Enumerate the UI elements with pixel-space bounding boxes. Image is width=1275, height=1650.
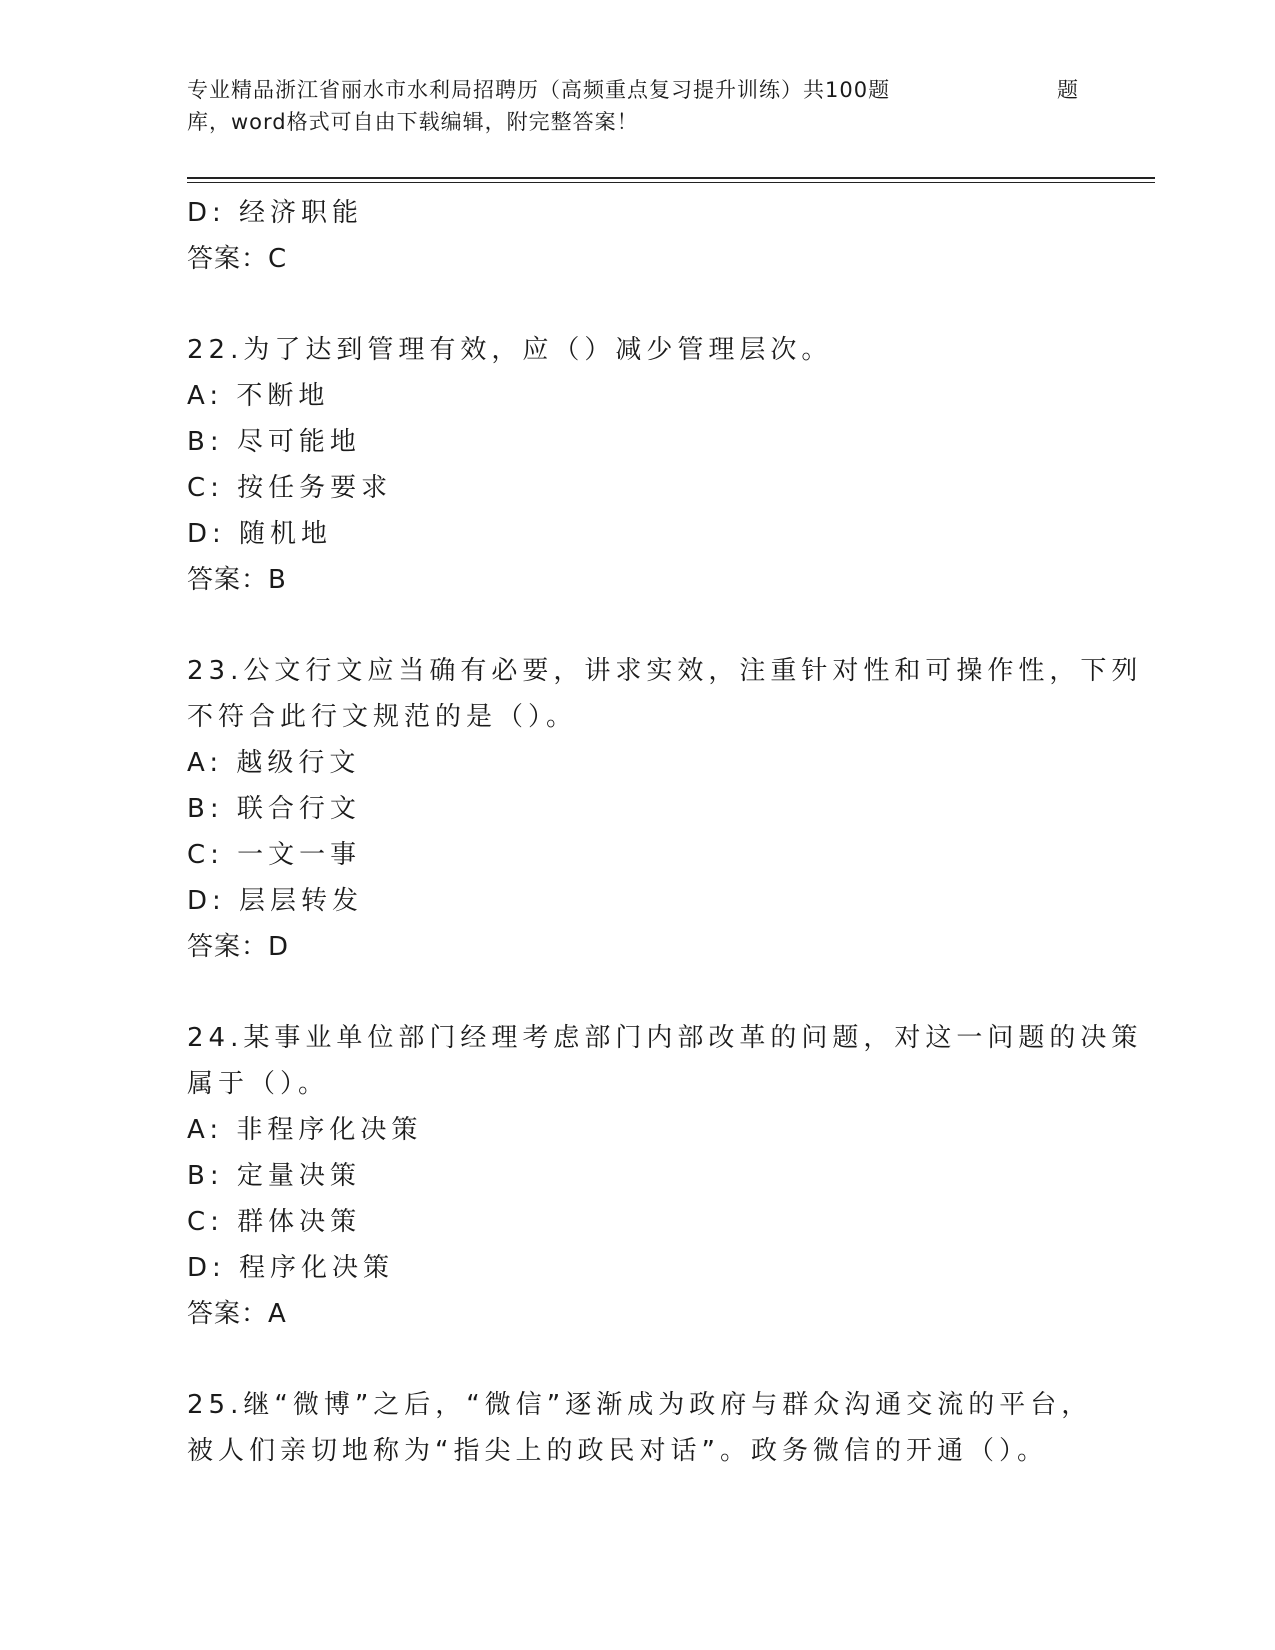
option-b: B: 尽可能地 — [187, 427, 361, 457]
question-stem: 22.为了达到管理有效，应（）减少管理层次。 — [187, 335, 833, 365]
option-c: C: 一文一事 — [187, 840, 362, 870]
option-d: D: 随机地 — [187, 519, 333, 549]
document-header — [187, 74, 1087, 138]
option-a: A: 越级行文 — [187, 748, 361, 778]
answer-line: 答案：D — [187, 932, 290, 962]
option-c: C: 按任务要求 — [187, 473, 393, 503]
header-line-2: 库，word格式可自由下载编辑，附完整答案！ — [187, 110, 639, 134]
question-block-24 — [187, 1015, 1143, 1337]
header-divider-thin — [187, 182, 1155, 183]
block-gap — [187, 970, 1087, 1015]
question-block-22 — [187, 327, 1087, 603]
question-stem: 23.公文行文应当确有必要，讲求实效，注重针对性和可操作性，下列 — [187, 656, 1143, 686]
question-block-25 — [187, 1382, 1093, 1474]
option-d: D: 经济职能 — [187, 198, 364, 228]
header-line-1 — [187, 74, 1087, 106]
question-content — [187, 190, 1143, 1474]
option-a: A: 不断地 — [187, 381, 330, 411]
header-title-tail: 题 — [1057, 78, 1079, 102]
question-block-21 — [187, 190, 1087, 282]
question-stem-cont: 属于（）。 — [187, 1069, 330, 1099]
header-divider-thick — [187, 177, 1155, 179]
answer-line: 答案：B — [187, 565, 287, 595]
question-stem-cont: 不符合此行文规范的是（）。 — [187, 702, 578, 732]
question-stem-cont: 被人们亲切地称为“指尖上的政民对话”。政务微信的开通（）。 — [187, 1436, 1048, 1466]
header-title-text: 专业精品浙江省丽水市水利局招聘历（高频重点复习提升训练）共100题 — [187, 78, 891, 102]
option-b: B: 联合行文 — [187, 794, 361, 824]
option-d: D: 层层转发 — [187, 886, 364, 916]
question-stem: 25.继“微博”之后，“微信”逐渐成为政府与群众沟通交流的平台， — [187, 1390, 1093, 1420]
block-gap — [187, 603, 1087, 648]
question-stem: 24.某事业单位部门经理考虑部门内部改革的问题，对这一问题的决策 — [187, 1023, 1143, 1053]
block-gap — [187, 1337, 1087, 1382]
option-a: A: 非程序化决策 — [187, 1115, 423, 1145]
block-gap — [187, 282, 1087, 327]
answer-line: 答案：C — [187, 244, 288, 274]
question-block-23 — [187, 648, 1143, 970]
option-c: C: 群体决策 — [187, 1207, 362, 1237]
option-b: B: 定量决策 — [187, 1161, 361, 1191]
answer-line: 答案：A — [187, 1299, 287, 1329]
option-d: D: 程序化决策 — [187, 1253, 395, 1283]
